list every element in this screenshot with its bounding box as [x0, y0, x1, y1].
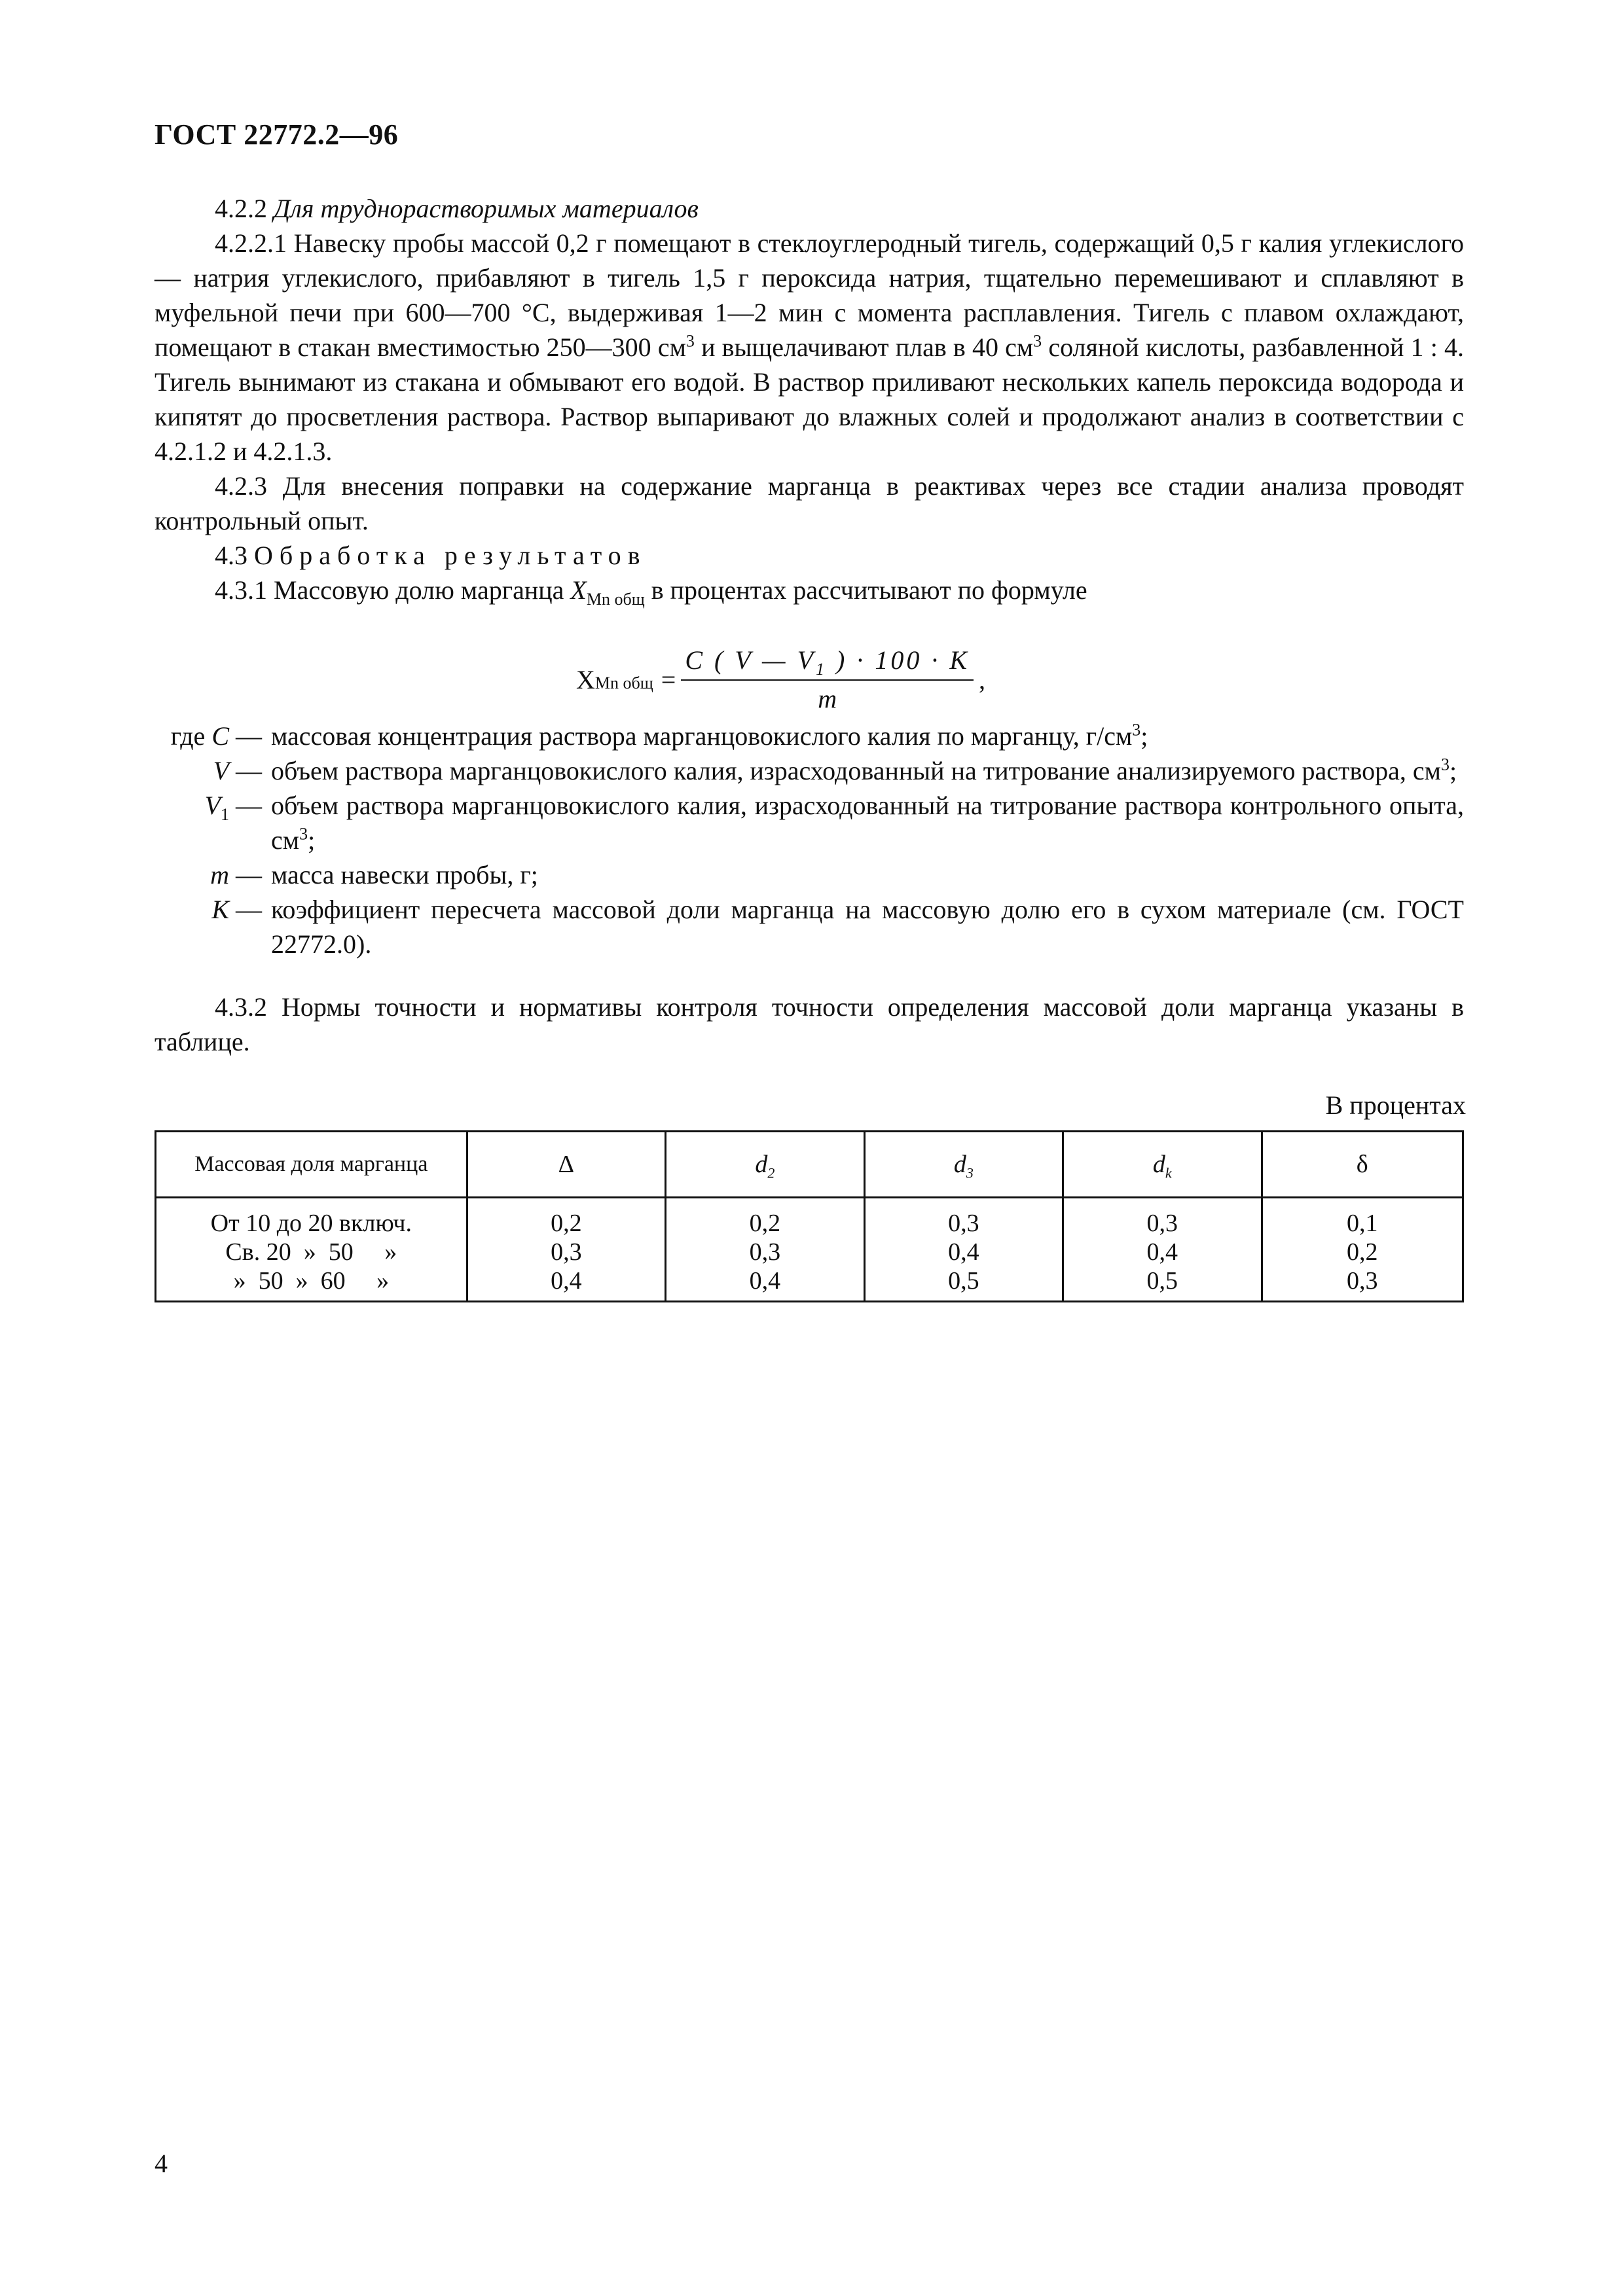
value: 0,4	[551, 1267, 582, 1295]
superscript: 3	[1033, 331, 1042, 351]
legend-superscript: 3	[1440, 755, 1450, 774]
legend-symbol	[155, 719, 271, 753]
numerator-part: C ( V — V	[685, 645, 816, 675]
cell-dk	[1063, 1198, 1262, 1302]
fraction	[681, 645, 974, 714]
formula	[576, 645, 985, 714]
column-header-mass-fraction: Массовая доля марганца	[156, 1132, 467, 1198]
variable: X	[570, 575, 587, 605]
legend-superscript: 3	[299, 824, 308, 844]
legend-variable: m	[210, 860, 229, 889]
legend-dash: —	[229, 756, 262, 785]
column-header-delta: Δ	[467, 1132, 665, 1198]
cell-small-delta	[1262, 1198, 1463, 1302]
legend-dash: —	[229, 721, 262, 751]
range-value: » 50 » 60 »	[233, 1267, 390, 1295]
superscript: 3	[685, 331, 695, 351]
value: 0,1	[1347, 1210, 1378, 1237]
header-subscript: 2	[767, 1164, 775, 1181]
header-subscript: 3	[966, 1164, 974, 1181]
legend-variable-subscript: 1	[221, 805, 229, 824]
legend-text: массовая концентрация раствора марганцовокислого калия по марганцу, г/см	[271, 721, 1133, 751]
body-text	[155, 191, 1464, 607]
legend-text: объем раствора марганцовокислого калия, израсходованный на титрование анализируемого раствора, см	[271, 756, 1441, 785]
section-number: 4.3	[215, 541, 254, 570]
table-row	[156, 1198, 1463, 1302]
legend-description	[271, 857, 1464, 892]
paragraph-text: 4.3.2 Нормы точности и нормативы контроля точности определения массовой доли марганца указаны в таблице.	[155, 992, 1464, 1056]
legend-description	[271, 788, 1464, 857]
value: 0,3	[551, 1238, 582, 1266]
numerator-subscript: 1	[816, 660, 828, 679]
value: 0,5	[948, 1267, 979, 1295]
legend-symbol	[155, 788, 271, 857]
cell-d3	[864, 1198, 1063, 1302]
equals-sign: =	[661, 664, 676, 694]
value: 0,3	[948, 1210, 979, 1237]
legend-superscript: 3	[1132, 720, 1141, 740]
legend-dash: —	[229, 860, 262, 889]
legend-variable: V	[204, 791, 221, 820]
value: 0,3	[749, 1238, 781, 1266]
legend-text: масса навески пробы, г;	[271, 860, 538, 889]
formula-variable: X	[576, 664, 595, 694]
legend-row	[155, 753, 1464, 788]
legend-variable: V	[213, 756, 229, 785]
formula-comma: ,	[979, 664, 986, 694]
value: 0,5	[1146, 1267, 1178, 1295]
section-4-3-2	[155, 990, 1464, 1059]
section-number: 4.2.2	[215, 194, 274, 223]
header-symbol: d	[1152, 1151, 1165, 1178]
accuracy-table	[155, 1130, 1464, 1302]
denominator: m	[681, 679, 974, 714]
legend-dash: —	[229, 791, 262, 820]
variable-legend	[155, 719, 1464, 961]
section-4-3	[155, 538, 1464, 573]
legend-symbol	[155, 857, 271, 892]
subscript: Mn общ	[586, 590, 645, 609]
section-4-3-1	[155, 573, 1464, 607]
legend-description	[271, 892, 1464, 961]
legend-tail: ;	[308, 825, 316, 855]
value: 0,2	[749, 1210, 781, 1237]
legend-symbol	[155, 892, 271, 961]
legend-row	[155, 788, 1464, 857]
section-4-2-2	[155, 191, 1464, 226]
column-header-small-delta: δ	[1262, 1132, 1463, 1198]
legend-description	[271, 753, 1464, 788]
legend-tail: ;	[1449, 756, 1457, 785]
range-value: Св. 20 » 50 »	[225, 1238, 397, 1266]
formula-lhs: X Mn общ	[576, 664, 653, 694]
legend-variable: C	[211, 721, 229, 751]
cell-delta	[467, 1198, 665, 1302]
value: 0,3	[1347, 1267, 1378, 1295]
range-value: От 10 до 20 включ.	[210, 1210, 412, 1237]
paragraph-text: соляной кислоты, разбавленной 1 : 4. Тигель вынимают из стакана и обмывают его водой. В раствор приливают нескольких капель пероксида водорода и кипятят до просветления раствора. Раствор выпаривают до влажных солей и продолжают анализ в соответствии с 4.2.1.2 и 4.2.1.3.	[155, 332, 1464, 466]
value: 0,3	[1146, 1210, 1178, 1237]
paragraph-text: и выщелачивают плав в 40 см	[694, 332, 1034, 362]
legend-prefix: где	[170, 721, 212, 751]
cell-ranges	[156, 1198, 467, 1302]
document-header: ГОСТ 22772.2—96	[155, 118, 399, 151]
table-units: В процентах	[1325, 1090, 1466, 1120]
paragraph-text: 4.2.2.1 Навеску пробы массой 0,2 г помещают в стеклоуглеродный тигель, содержащий 0,5 г калия углекислого — натрия углекислого, прибавляют в тигель 1,5 г пероксида натрия, тщательно перемешивают и сплавляют в муфельной печи при 600—700 °С, выдерживая 1—2 мин с момента расплавления. Тигель с плавом охлаждают, помещают в стакан вместимостью 250—300 см	[155, 228, 1464, 362]
header-subscript: k	[1165, 1164, 1172, 1181]
header-symbol: d	[755, 1151, 768, 1178]
column-header-d3	[864, 1132, 1063, 1198]
cell-d2	[666, 1198, 864, 1302]
section-title: Обработка результатов	[254, 541, 647, 570]
legend-dash: —	[229, 895, 262, 924]
section-4-2-2-1	[155, 226, 1464, 469]
legend-row	[155, 857, 1464, 892]
numerator-part: ) · 100 · K	[827, 645, 970, 675]
value: 0,4	[749, 1267, 781, 1295]
page-number: 4	[155, 2149, 168, 2178]
legend-text: объем раствора марганцовокислого калия, израсходованный на титрование раствора контрольного опыта, см	[271, 791, 1464, 855]
column-header-d2	[666, 1132, 864, 1198]
paragraph-text: в процентах рассчитывают по формуле	[644, 575, 1087, 605]
legend-symbol	[155, 753, 271, 788]
column-header-dk	[1063, 1132, 1262, 1198]
header-symbol: d	[953, 1151, 966, 1178]
legend-text: коэффициент пересчета массовой доли марганца на массовую долю его в сухом материале (см. ГОСТ 22772.0).	[271, 895, 1464, 959]
legend-variable: K	[211, 895, 229, 924]
legend-tail: ;	[1140, 721, 1148, 751]
value: 0,2	[551, 1210, 582, 1237]
numerator	[681, 645, 974, 679]
value: 0,4	[1146, 1238, 1178, 1266]
section-4-2-3: 4.2.3 Для внесения поправки на содержание марганца в реактивах через все стадии анализа проводят контрольный опыт.	[155, 471, 1464, 535]
value: 0,4	[948, 1238, 979, 1266]
table-header-row	[156, 1132, 1463, 1198]
paragraph-text: 4.3.1 Массовую долю марганца	[215, 575, 571, 605]
legend-row	[155, 892, 1464, 961]
section-title: Для труднорастворимых материалов	[274, 194, 699, 223]
legend-description	[271, 719, 1464, 753]
legend-row	[155, 719, 1464, 753]
value: 0,2	[1347, 1238, 1378, 1266]
